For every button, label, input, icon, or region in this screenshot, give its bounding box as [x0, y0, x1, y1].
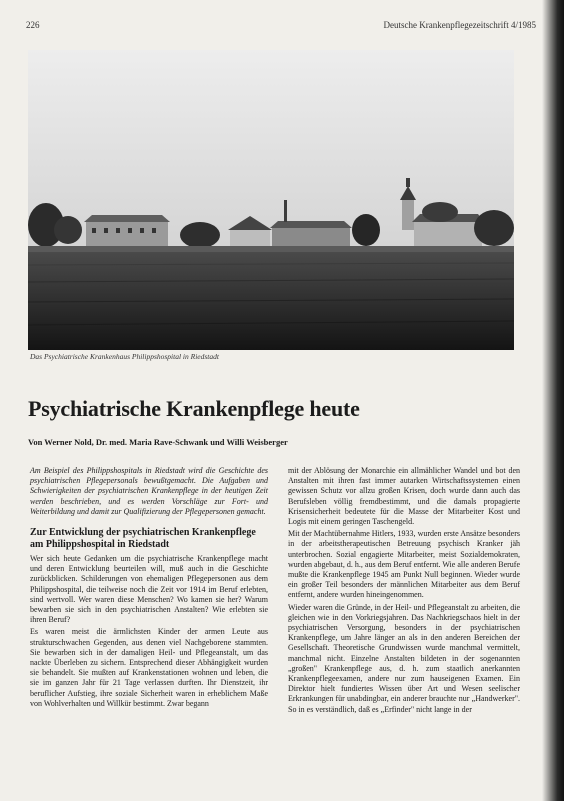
body-paragraph: Wer sich heute Gedanken um die psychiatrische Krankenpflege macht und deren Entwicklung beurteilen will, muß auch in die Geschichte zurückblicken. Schilderungen von ehemaligen Pflegepersonen aus dem Philippshospital, die teilweise noch die Zeit vor 1914 im Beruf erlebten, sind wertvoll. Wer waren diese Menschen? Wo kamen sie her? Warum bewarben sie sich in den psychiatrischen Anstalten? Wie erlebten sie ihren Beruf? [30, 554, 268, 625]
left-column [30, 466, 268, 711]
article-lead: Am Beispiel des Philippshospitals in Riedstadt wird die Geschichte des psychiatrischen Pflegepersonals bewußtgemacht. Die Aufgaben und Schwierigkeiten der psychiatrischen Krankenpflege in der heutigen Zeit werden beschrieben, und es werden Vorschläge zur Fort- und Weiterbildung und damit zur Qualifizierung der Pflegepersonen gemacht. [30, 466, 268, 516]
page-header [26, 20, 536, 32]
body-paragraph: Wieder waren die Gründe, in der Heil- und Pflegeanstalt zu arbeiten, die gleichen wie in den Vorkriegsjahren. Das Nachkriegschaos hielt in der psychiatrischen Versorgung, besonders in der psychiatrischen Krankenpflege, um Jahre länger an als in den anderen Bereichen der Gesellschaft. Theoretische Grundwissen wurde manchmal vermittelt, manchmal nicht. Einzelne Anstalten bildeten in der sogenannten „großen" Krankenpflege aus, d. h. zum staatlich anerkannten Krankenpflegeexamen, andere nur zum hauseigenen Examen. Ein Direktor hielt fundiertes Wissen über Art und Wesen seelischer Erkrankungen für unabdingbar, ein anderer brauchte nur „Handwerker". So in es verständlich, daß es „Erfinder" nicht lange in der [288, 602, 520, 714]
section-heading: Zur Entwicklung der psychiatrischen Krankenpflege am Philippshospital in Riedstadt [30, 527, 256, 551]
page-number: 226 [26, 20, 40, 30]
page-edge-shadow [542, 0, 564, 801]
body-paragraph: mit der Ablösung der Monarchie ein allmählicher Wandel und bot den Anstalten mit ihren fast immer autarken Wirtschaftssystemen einen gewissen Schutz vor allzu großen Krisen, doch wurde dann auch das Berufsleben völlig fremdbestimmt, und die damals propagierte Krisensicherheit bedeutete für die Masse der Mitarbeiter Kost und Logis mit einem geringen Taschengeld. [288, 466, 520, 527]
body-paragraph: Mit der Machtübernahme Hitlers, 1933, wurden erste Ansätze besonders in der arbeitstherapeutischen Betreuung psychisch Kranker jäh unterbrochen. Sozial engagierte Mitarbeiter, meist Sozialdemokraten, wurden abgebaut, d. h., aus dem Beruf entfernt. Wie alle anderen Berufe mußte die Krankenpflege 1945 am Punkt Null beginnen. Wieder wurde ein großer Teil besonders der männlichen Mitarbeiter aus dem Beruf entfernt, andere wurden hineingenommen. [288, 529, 520, 600]
article-title: Psychiatrische Krankenpflege heute [28, 396, 360, 421]
journal-title: Deutsche Krankenpflegezeitschrift 4/1985 [383, 20, 536, 30]
right-column [288, 466, 520, 717]
article-authors: Von Werner Nold, Dr. med. Maria Rave-Schwank und Willi Weisberger [28, 437, 288, 447]
photo-caption: Das Psychiatrische Krankenhaus Philippshospital in Riedstadt [30, 352, 219, 361]
landscape-photo-icon [28, 50, 514, 350]
body-paragraph: Es waren meist die ärmlichsten Kinder der armen Leute aus strukturschwachen Gegenden, aus denen viel Nachgeborene stammten. Sie bewarben sich in der damaligen Heil- und Pflegeanstalt, um das nackte Überleben zu sichern. Entsprechend dieser Abhängigkeit wurden sie behandelt. Sie mußten auf Krankenstationen wohnen und leben, die sie im ganzen Jahr für 21 Tage verlassen durften. Ihr Dienstzeit, ihr beruflicher Aufstieg, ihre soziale Sicherheit waren in erheblichem Maße von Wohlverhalten und Willkür bestimmt. Zwar begann [30, 627, 268, 708]
